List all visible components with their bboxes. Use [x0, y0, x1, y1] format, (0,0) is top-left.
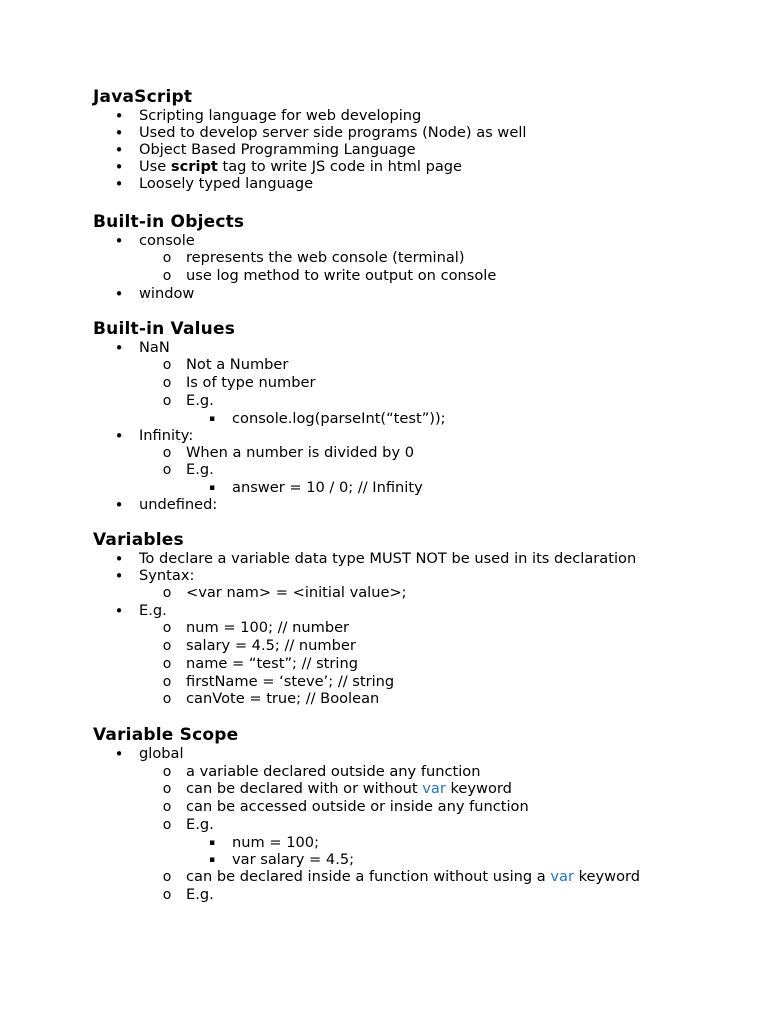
list-item: o can be declared inside a function without using a var keyword: [0, 868, 768, 886]
list-item: ▪ var salary = 4.5;: [0, 851, 768, 869]
list-item: o E.g.: [0, 392, 768, 410]
circle-marker: o: [162, 638, 172, 654]
heading-variable-scope: Variable Scope: [93, 725, 239, 745]
list-item: • Scripting language for web developing: [0, 107, 768, 125]
circle-marker: o: [162, 656, 172, 672]
circle-marker: o: [162, 268, 172, 284]
list-item: o salary = 4.5; // number: [0, 637, 768, 655]
circle-marker: o: [162, 691, 172, 707]
bullet-marker: •: [114, 158, 124, 176]
list-item: • Use script tag to write JS code in html page: [0, 158, 768, 176]
list-item: • undefined:: [0, 496, 768, 514]
list-item: o a variable declared outside any function: [0, 763, 768, 781]
bullet-marker: •: [114, 232, 124, 250]
list-item: • console: [0, 232, 768, 250]
list-item: • Syntax:: [0, 567, 768, 585]
circle-marker: o: [162, 585, 172, 601]
circle-marker: o: [162, 799, 172, 815]
circle-marker: o: [162, 357, 172, 373]
list-item: o When a number is divided by 0: [0, 444, 768, 462]
list-item: o can be accessed outside or inside any function: [0, 798, 768, 816]
circle-marker: o: [162, 764, 172, 780]
bullet-marker: •: [114, 141, 124, 159]
list-item: o firstName = ‘steve’; // string: [0, 673, 768, 691]
list-item: • window: [0, 285, 768, 303]
heading-built-in-objects: Built-in Objects: [93, 212, 245, 232]
list-item: • To declare a variable data type MUST NOT be used in its declaration: [0, 550, 768, 568]
bullet-marker: •: [114, 550, 124, 568]
var-keyword: var: [422, 780, 446, 797]
var-keyword: var: [550, 868, 574, 885]
circle-marker: o: [162, 620, 172, 636]
list-item: o Is of type number: [0, 374, 768, 392]
list-item: o use log method to write output on console: [0, 267, 768, 285]
bullet-marker: •: [114, 175, 124, 193]
circle-marker: o: [162, 781, 172, 797]
list-item: o name = “test”; // string: [0, 655, 768, 673]
list-item: • Loosely typed language: [0, 175, 768, 193]
circle-marker: o: [162, 674, 172, 690]
bullet-marker: •: [114, 107, 124, 125]
bullet-marker: •: [114, 496, 124, 514]
list-item: o E.g.: [0, 886, 768, 904]
list-item: ▪ answer = 10 / 0; // Infinity: [0, 479, 768, 497]
square-marker: ▪: [208, 414, 216, 424]
list-item: o num = 100; // number: [0, 619, 768, 637]
bullet-marker: •: [114, 745, 124, 763]
bullet-marker: •: [114, 339, 124, 357]
heading-built-in-values: Built-in Values: [93, 319, 236, 339]
list-item: o Not a Number: [0, 356, 768, 374]
bullet-marker: •: [114, 427, 124, 445]
circle-marker: o: [162, 250, 172, 266]
list-item: o canVote = true; // Boolean: [0, 690, 768, 708]
bullet-marker: •: [114, 602, 124, 620]
circle-marker: o: [162, 393, 172, 409]
circle-marker: o: [162, 817, 172, 833]
list-item: • Object Based Programming Language: [0, 141, 768, 159]
circle-marker: o: [162, 887, 172, 903]
list-item: o can be declared with or without var keyword: [0, 780, 768, 798]
list-item: o E.g.: [0, 816, 768, 834]
circle-marker: o: [162, 462, 172, 478]
heading-variables: Variables: [93, 530, 184, 550]
list-item: • Infinity:: [0, 427, 768, 445]
circle-marker: o: [162, 445, 172, 461]
square-marker: ▪: [208, 855, 216, 865]
circle-marker: o: [162, 869, 172, 885]
bullet-marker: •: [114, 285, 124, 303]
square-marker: ▪: [208, 838, 216, 848]
list-item: • NaN: [0, 339, 768, 357]
list-item: • global: [0, 745, 768, 763]
script-keyword: script: [170, 158, 218, 175]
list-item: ▪ num = 100;: [0, 834, 768, 852]
list-item: ▪ console.log(parseInt(“test”));: [0, 410, 768, 428]
list-item: • E.g.: [0, 602, 768, 620]
list-item: o <var nam> = <initial value>;: [0, 584, 768, 602]
heading-javascript: JavaScript: [93, 87, 193, 107]
list-item: o E.g.: [0, 461, 768, 479]
list-item: • Used to develop server side programs (Node) as well: [0, 124, 768, 142]
square-marker: ▪: [208, 483, 216, 493]
bullet-marker: •: [114, 567, 124, 585]
list-item: o represents the web console (terminal): [0, 249, 768, 267]
circle-marker: o: [162, 375, 172, 391]
bullet-marker: •: [114, 124, 124, 142]
